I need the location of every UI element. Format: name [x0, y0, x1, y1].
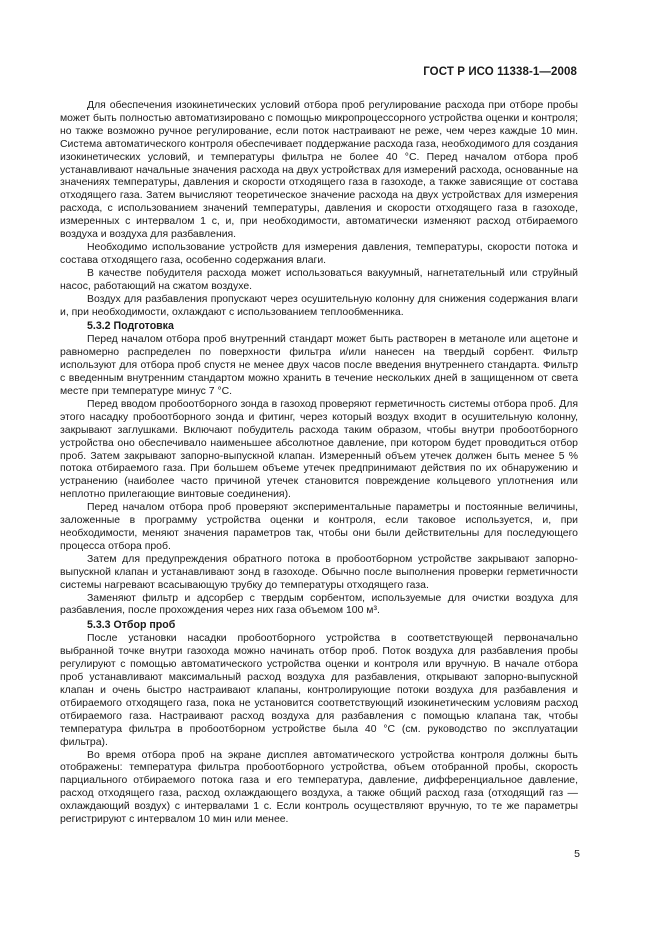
section-heading-preparation: 5.3.2 Подготовка: [87, 320, 174, 333]
paragraph: Воздух для разбавления пропускают через осушительную колонну для снижения содержания влаги и, при необходимости, охлаждают с использованием теплообменника.: [60, 293, 578, 318]
paragraph: Для обеспечения изокинетических условий отбора проб регулирование расхода при отборе пробы может быть полностью автоматизировано с помощью микропроцессорного устройства оценки и контроля; но также возможно ручное регулирование, если поток настраивают не реже, чем через каждые 10 мин. Система автоматического контроля обеспечивает поддержание расхода газа, необходимого для создания изокинетических условий, и температуры фильтра не более 40 °С. Перед началом отбора проб устанавливают начальные значения расхода на двух устройствах для измерений расхода, основанные на значениях температуры, давления и скорости отходящего газа в газоходе, а также зависящие от состава отходящего газа. Затем вычисляют теоретическое значение расхода на двух устройствах для измерения расхода, с использованием значений температуры, давления и скорости отходящего газа в газоходе, измеренных с интервалом 1 с, и, при необходимости, автоматически изменяют расход отбираемого воздуха и воздуха для разбавления.: [60, 100, 578, 241]
paragraph: Перед вводом пробоотборного зонда в газоход проверяют герметичность системы отбора проб. Для этого насадку пробоотборного зонда и фитинг, через который воздух входит в осушительную колонну, закрывают заглушками. Включают побудитель расхода таким образом, чтобы внутри пробоотборного устройства оно обеспечивало наименьшее абсолютное давление, при котором будет проводиться отбор проб. Затем закрывают запорно-выпускной клапан. Измеренный объем утечек должен быть менее 5 % потока отбираемого газа. При большем объеме утечек предпринимают действия по их обнаружению и устранению (наиболее часто причиной утечек становится повреждение кольцевого уплотнения или неплотно прилегающие винтовые соединения).: [60, 398, 578, 501]
paragraph: Перед началом отбора проб внутренний стандарт может быть растворен в метаноле или ацетоне и равномерно распределен по поверхности фильтра и/или нанесен на твердый сорбент. Фильтр используют для отбора проб спустя не менее двух часов после введения внутреннего стандарта. Фильтр с введенным внутренним стандартом можно хранить в течение нескольких дней в защищенном от света месте при температуре минус 7 °С.: [60, 334, 578, 398]
paragraph: Во время отбора проб на экране дисплея автоматического устройства контроля должны быть отображены: температура фильтра пробоотборного устройства, объем отобранной пробы, скорость парциального отбираемого потока газа и его температура, давление, дифференциальное давление, расход отходящего газа, расход охлаждающего воздуха, а также общий расход газа (отходящий газ — охлаждающий воздух) с интервалами 1 с. Если контроль осуществляют вручную, то те же параметры регистрируют с интервалом 10 мин или менее.: [60, 749, 578, 826]
paragraph: В качестве побудителя расхода может использоваться вакуумный, нагнетательный или струйный насос, работающий на сжатом воздухе.: [60, 267, 578, 292]
paragraph: После установки насадки пробоотборного устройства в соответствующей первоначально выбранной точке внутри газохода можно начинать отбор проб. Поток воздуха для разбавления пробы регулируют с помощью автоматического устройства оценки и контроля или вручную. В начале отбора проб устанавливают максимальный расход воздуха для разбавления, открывают запорно-выпускной клапан и очень быстро настраивают клапаны, контролирующие потоки воздуха для разбавления и отбираемого отходящего газа, пока не установится соответствующий изокинетическим условиям расход отбираемого газа. Настраивают расход воздуха для разбавления с помощью клапана так, чтобы температура фильтра в пробоотборном устройстве была 40 °С (см. руководство по эксплуатации фильтра).: [60, 633, 578, 748]
paragraph: Затем для предупреждения обратного потока в пробоотборном устройстве закрывают запорно-выпускной клапан и устанавливают зонд в газоходе. Обычно после выполнения проверки герметичности системы нагревают всасывающую трубку до температуры отходящего газа.: [60, 553, 578, 591]
paragraph: Необходимо использование устройств для измерения давления, температуры, скорости потока и состава отходящего газа, особенно содержания влаги.: [60, 241, 578, 266]
document-body: [60, 100, 578, 827]
standard-code-header: ГОСТ Р ИСО 11338-1—2008: [423, 66, 577, 78]
paragraph: Заменяют фильтр и адсорбер с твердым сорбентом, используемые для очистки воздуха для разбавления, после прохождения через них газа объемом 100 м³.: [60, 592, 578, 617]
page-number: 5: [574, 848, 580, 860]
paragraph: Перед началом отбора проб проверяют экспериментальные параметры и постоянные величины, заложенные в программу устройства оценки и контроля, если таковое используется, и, при необходимости, меняют значения параметров так, чтобы они были действительны для последующего процесса отбора проб.: [60, 502, 578, 552]
section-heading-sampling: 5.3.3 Отбор проб: [87, 619, 176, 632]
